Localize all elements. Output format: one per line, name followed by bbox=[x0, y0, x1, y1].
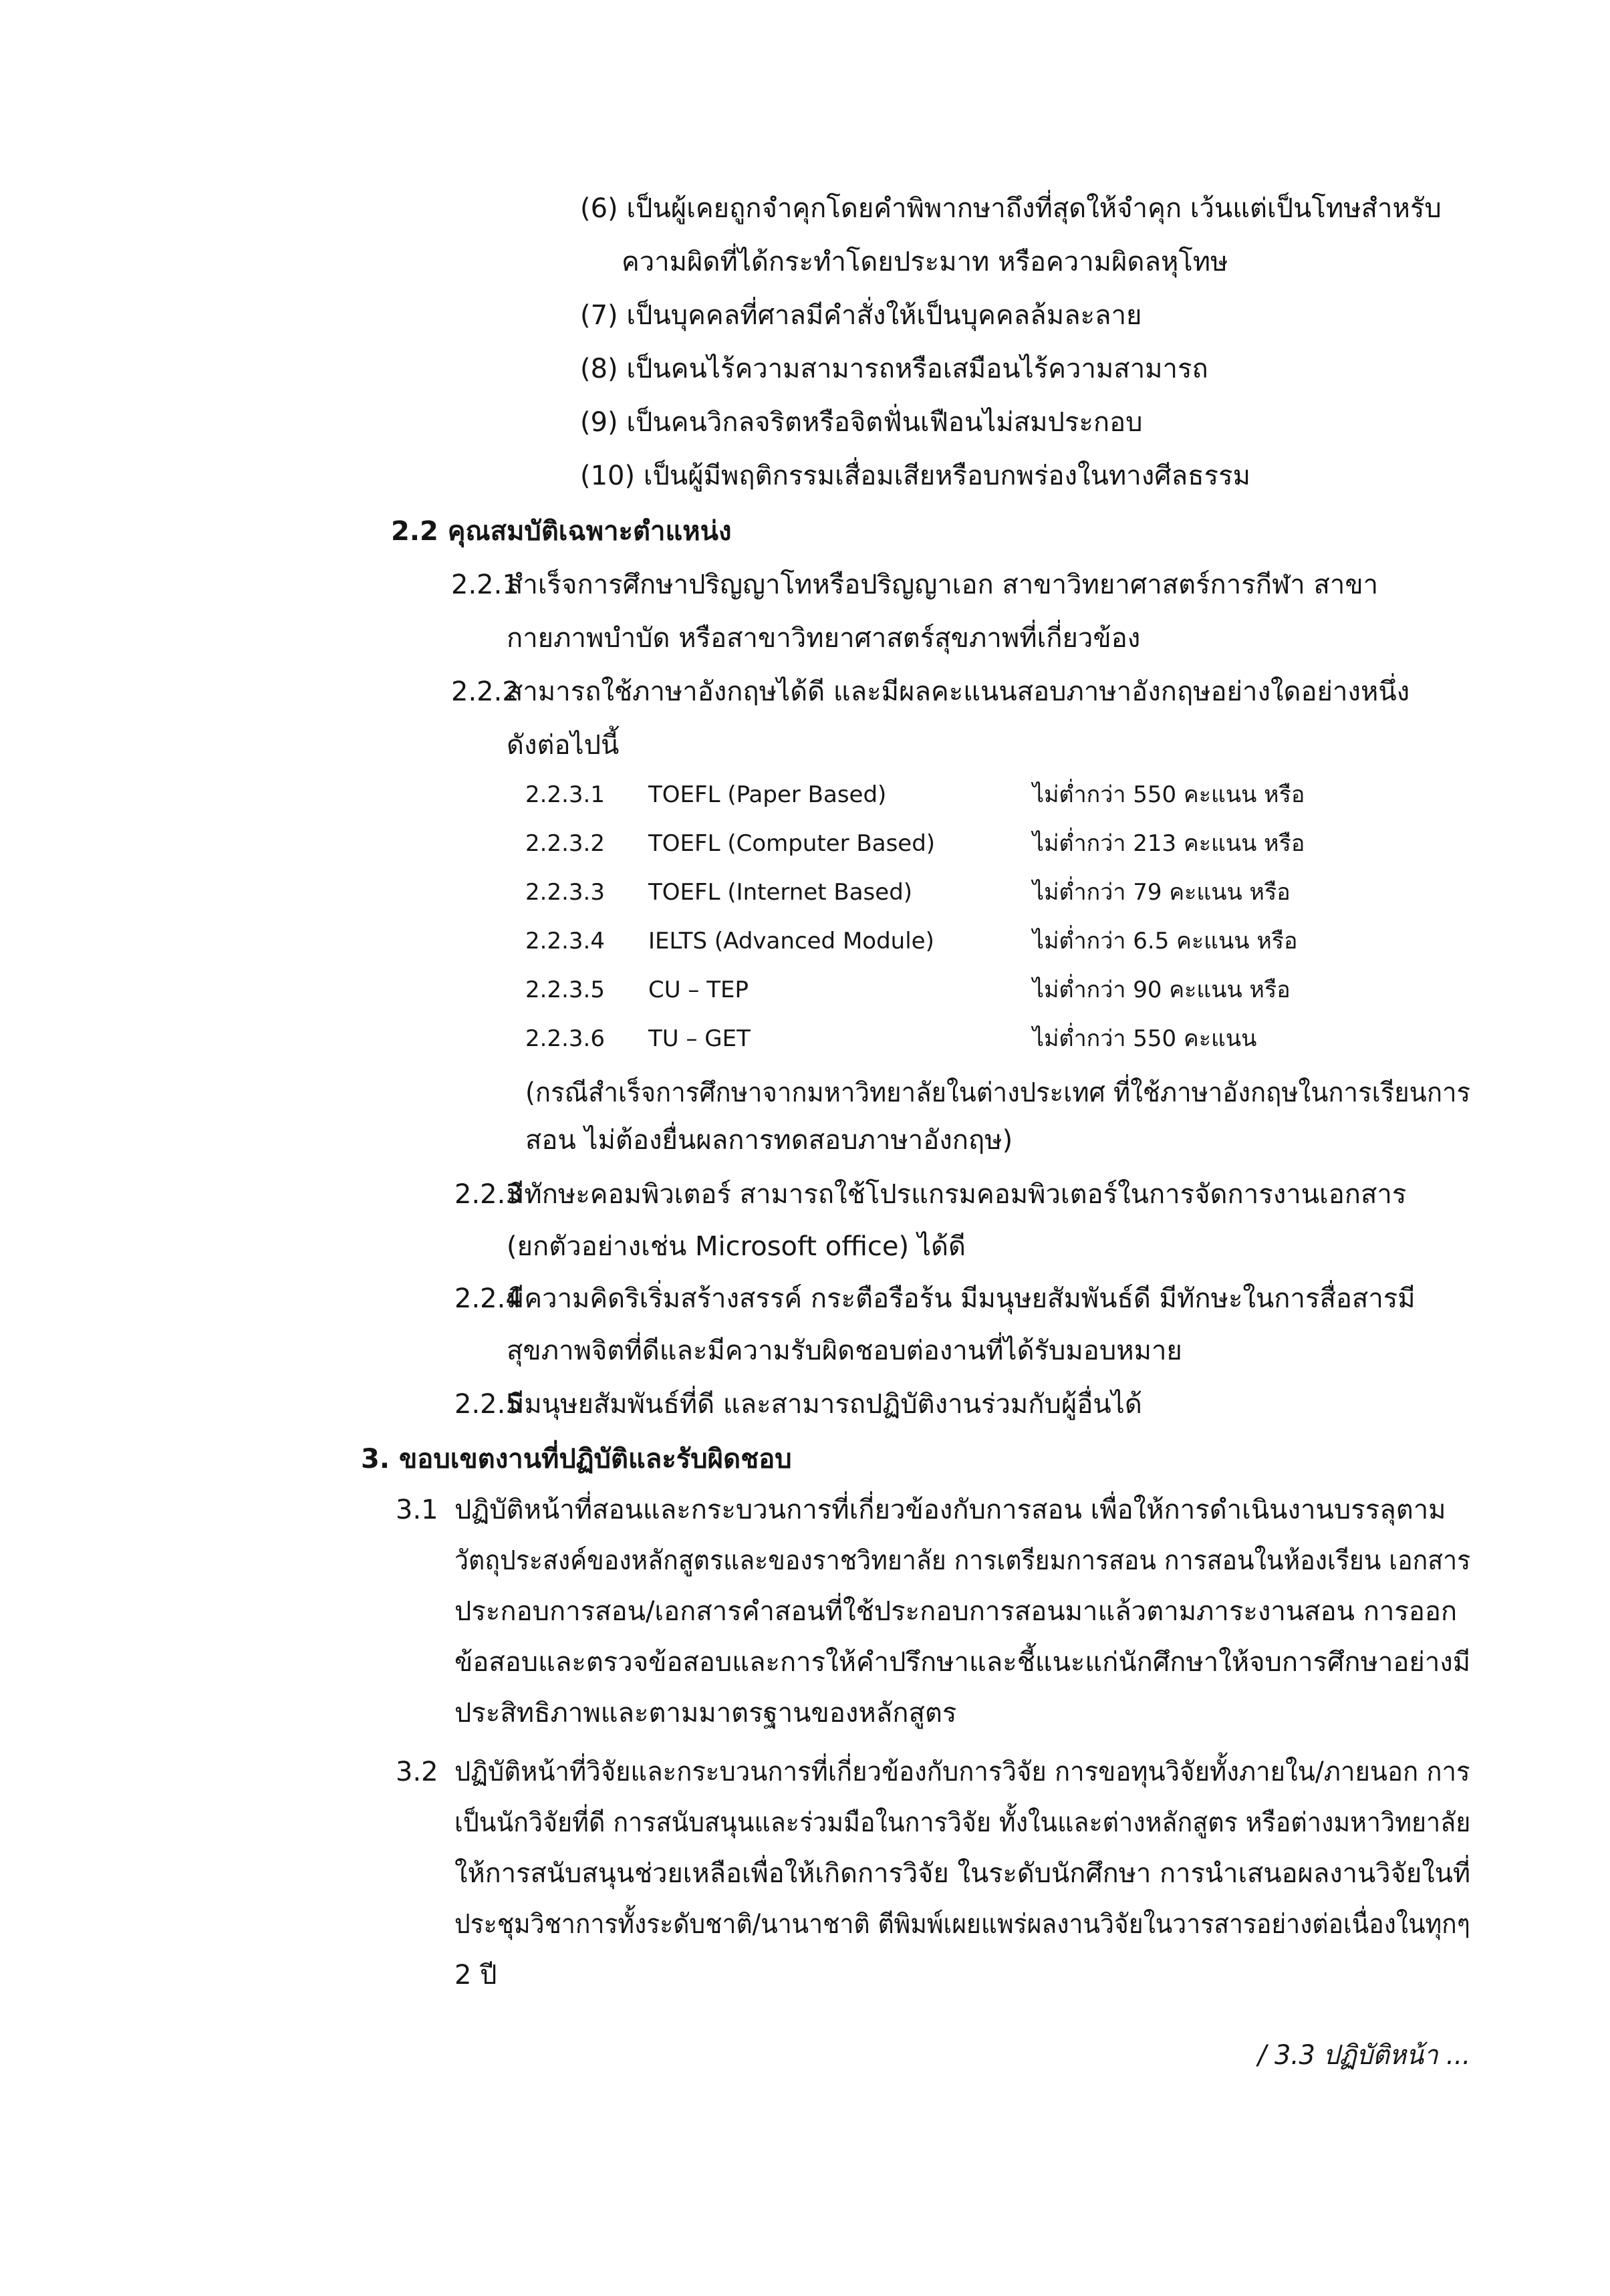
item-2-2-2-line1: สามารถใช้ภาษาอังกฤษได้ดี และมีผลคะแนนสอบภาษาอังกฤษอย่างใดอย่างหนึ่ง bbox=[507, 676, 1410, 707]
item-2-2-1-line1: สำเร็จการศึกษาปริญญาโทหรือปริญญาเอก สาขาวิทยาศาสตร์การกีฬา สาขา bbox=[507, 569, 1379, 600]
list-item-9: (9) เป็นคนวิกลจริตหรือจิตฟั่นเฟือนไม่สมประกอบ bbox=[580, 407, 1143, 438]
item-2-2-4-line2: สุขภาพจิตที่ดีและมีความรับผิดชอบต่องานที่ได้รับมอบหมาย bbox=[507, 1335, 1182, 1366]
item-3-1-line1: ปฏิบัติหน้าที่สอนและกระบวนการที่เกี่ยวข้องกับการสอน เพื่อให้การดำเนินงานบรรลุตาม bbox=[454, 1495, 1446, 1525]
list-item-6-line1: (6) เป็นผู้เคยถูกจำคุกโดยคำพิพากษาถึงที่สุดให้จำคุก เว้นแต่เป็นโทษสำหรับ bbox=[580, 193, 1442, 224]
item-2-2-1-number: 2.2.1 bbox=[451, 569, 519, 600]
test-name: CU – TEP bbox=[648, 977, 749, 1003]
test-score: ไม่ต่ำกว่า 550 คะแนน bbox=[1033, 1025, 1257, 1052]
item-3-1-line5: ประสิทธิภาพและตามมาตรฐานของหลักสูตร bbox=[454, 1698, 957, 1729]
item-3-2-line4: ประชุมวิชาการทั้งระดับชาติ/นานาชาติ ตีพิมพ์เผยแพร่ผลงานวิจัยในวารสารอย่างต่อเนื่องในทุกๆ bbox=[454, 1909, 1470, 1940]
item-3-2-line3: ให้การสนับสนุนช่วยเหลือเพื่อให้เกิดการวิจัย ในระดับนักศึกษา การนำเสนอผลงานวิจัยในที่ bbox=[454, 1858, 1471, 1889]
item-2-2-1-line2: กายภาพบำบัด หรือสาขาวิทยาศาสตร์สุขภาพที่เกี่ยวข้อง bbox=[507, 623, 1141, 654]
item-2-2-3-number: 2.2.3 bbox=[454, 1179, 523, 1210]
page-continuation-marker: / 3.3 ปฏิบัติหน้า ... bbox=[1258, 2040, 1471, 2071]
item-3-2-line5: 2 ปี bbox=[454, 1960, 497, 1991]
test-number: 2.2.3.6 bbox=[525, 1025, 605, 1052]
test-score: ไม่ต่ำกว่า 213 คะแนน หรือ bbox=[1033, 830, 1305, 857]
test-name: TOEFL (Internet Based) bbox=[648, 879, 913, 906]
test-score: ไม่ต่ำกว่า 90 คะแนน หรือ bbox=[1033, 977, 1291, 1003]
list-item-8: (8) เป็นคนไร้ความสามารถหรือเสมือนไร้ความสามารถ bbox=[580, 354, 1208, 384]
item-3-1-line3: ประกอบการสอน/เอกสารคำสอนที่ใช้ประกอบการสอนมาแล้วตามภาระงานสอน การออก bbox=[454, 1596, 1458, 1627]
item-2-2-2-number: 2.2.2 bbox=[451, 676, 519, 707]
test-score: ไม่ต่ำกว่า 550 คะแนน หรือ bbox=[1033, 781, 1305, 808]
test-score: ไม่ต่ำกว่า 79 คะแนน หรือ bbox=[1033, 879, 1291, 906]
list-item-7: (7) เป็นบุคคลที่ศาลมีคำสั่งให้เป็นบุคคลล้มละลาย bbox=[580, 300, 1142, 331]
item-2-2-3-line2: (ยกตัวอย่างเช่น Microsoft office) ได้ดี bbox=[507, 1231, 966, 1262]
item-3-2-line1: ปฏิบัติหน้าที่วิจัยและกระบวนการที่เกี่ยวข้องกับการวิจัย การขอทุนวิจัยทั้งภายใน/ภายนอก การ bbox=[454, 1757, 1470, 1787]
item-2-2-4-number: 2.2.4 bbox=[454, 1283, 523, 1314]
item-2-2-5-line1: มีมนุษยสัมพันธ์ที่ดี และสามารถปฏิบัติงานร่วมกับผู้อื่นได้ bbox=[507, 1389, 1142, 1420]
foreign-study-note-line2: สอน ไม่ต้องยื่นผลการทดสอบภาษาอังกฤษ) bbox=[525, 1125, 1013, 1156]
list-item-10: (10) เป็นผู้มีพฤติกรรมเสื่อมเสียหรือบกพร่องในทางศีลธรรม bbox=[580, 461, 1250, 491]
test-score: ไม่ต่ำกว่า 6.5 คะแนน หรือ bbox=[1033, 928, 1298, 954]
test-number: 2.2.3.2 bbox=[525, 830, 605, 857]
section-2-2-heading: 2.2 คุณสมบัติเฉพาะตำแหน่ง bbox=[391, 516, 732, 547]
item-2-2-2-line2: ดังต่อไปนี้ bbox=[507, 730, 620, 761]
item-3-2-line2: เป็นนักวิจัยที่ดี การสนับสนุนและร่วมมือในการวิจัย ทั้งในและต่างหลักสูตร หรือต่างมหาวิทยาลัย bbox=[454, 1807, 1471, 1838]
list-item-6-line2: ความผิดที่ได้กระทำโดยประมาท หรือความผิดลหุโทษ bbox=[622, 247, 1228, 277]
item-2-2-3-line1: มีทักษะคอมพิวเตอร์ สามารถใช้โปรแกรมคอมพิวเตอร์ในการจัดการงานเอกสาร bbox=[507, 1179, 1407, 1210]
item-2-2-5-number: 2.2.5 bbox=[454, 1389, 523, 1420]
test-number: 2.2.3.1 bbox=[525, 781, 605, 808]
test-number: 2.2.3.5 bbox=[525, 977, 605, 1003]
test-number: 2.2.3.4 bbox=[525, 928, 605, 954]
item-2-2-4-line1: มีความคิดริเริ่มสร้างสรรค์ กระตือรือร้น มีมนุษยสัมพันธ์ดี มีทักษะในการสื่อสารมี bbox=[507, 1283, 1416, 1314]
item-3-1-line4: ข้อสอบและตรวจข้อสอบและการให้คำปรึกษาและชี้แนะแก่นักศึกษาให้จบการศึกษาอย่างมี bbox=[454, 1647, 1471, 1678]
test-name: TOEFL (Paper Based) bbox=[648, 781, 887, 808]
test-number: 2.2.3.3 bbox=[525, 879, 605, 906]
test-name: IELTS (Advanced Module) bbox=[648, 928, 934, 954]
test-name: TOEFL (Computer Based) bbox=[648, 830, 936, 857]
foreign-study-note-line1: (กรณีสำเร็จการศึกษาจากมหาวิทยาลัยในต่างประเทศ ที่ใช้ภาษาอังกฤษในการเรียนการ bbox=[525, 1077, 1471, 1108]
item-3-1-line2: วัตถุประสงค์ของหลักสูตรและของราชวิทยาลัย การเตรียมการสอน การสอนในห้องเรียน เอกสาร bbox=[454, 1545, 1471, 1576]
item-3-2-number: 3.2 bbox=[396, 1757, 438, 1787]
item-3-1-number: 3.1 bbox=[396, 1495, 438, 1525]
section-3-heading: 3. ขอบเขตงานที่ปฏิบัติและรับผิดชอบ bbox=[361, 1444, 792, 1475]
test-name: TU – GET bbox=[648, 1025, 751, 1052]
